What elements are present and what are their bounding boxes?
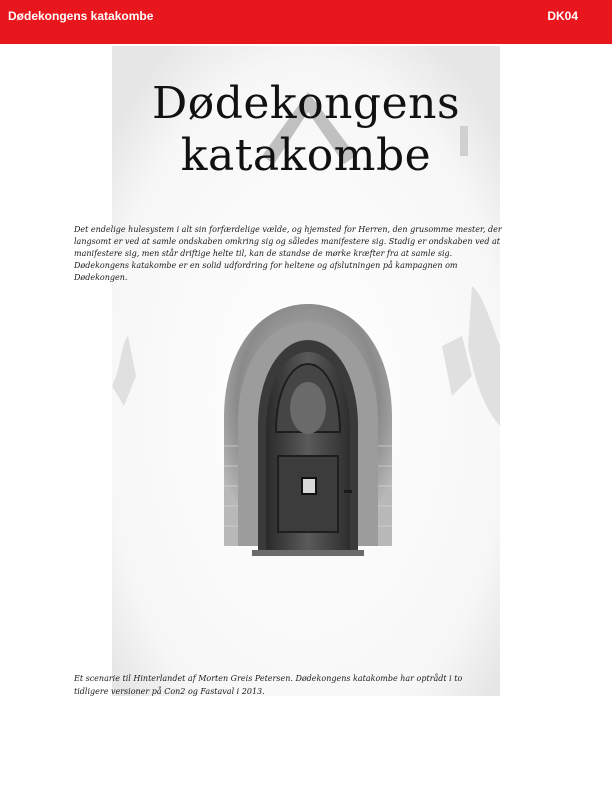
credits-line-1: Et scenarie til Hinterlandet af Morten Greis Petersen. Dødekongens katakombe har optrådt i to [74,674,463,683]
cover-title-line-2: katakombe [180,130,432,181]
cover-title-line-1: Dødekongens [151,78,461,129]
cover-title [120,78,492,182]
credits-line-2: tidligere versioner på Con2 og Fastaval i 2013. [74,686,265,696]
door-step [252,550,364,556]
door-carving-relief [290,382,326,434]
credits-text [74,673,514,698]
header-code: DK04 [547,9,578,23]
page-header [0,0,612,44]
header-title: Dødekongens katakombe [8,9,154,23]
door-peephole [302,478,316,494]
intro-text: Det endelige hulesystem i alt sin forfærdelige vælde, og hjemsted for Herren, den grusomme mester, der langsomt er ved at samle ondskaben omkring sig og således manifestere sig. Stadig er ondskaben ved at manifestere sig, men står driftige helte til, kan de standse de mørke kræfter fra at samle sig. Dødekongens katakombe er en solid udfordring for heltene og afslutningen på kampagnen om Dødekongen. [74,225,502,282]
door-hinge [344,490,352,493]
